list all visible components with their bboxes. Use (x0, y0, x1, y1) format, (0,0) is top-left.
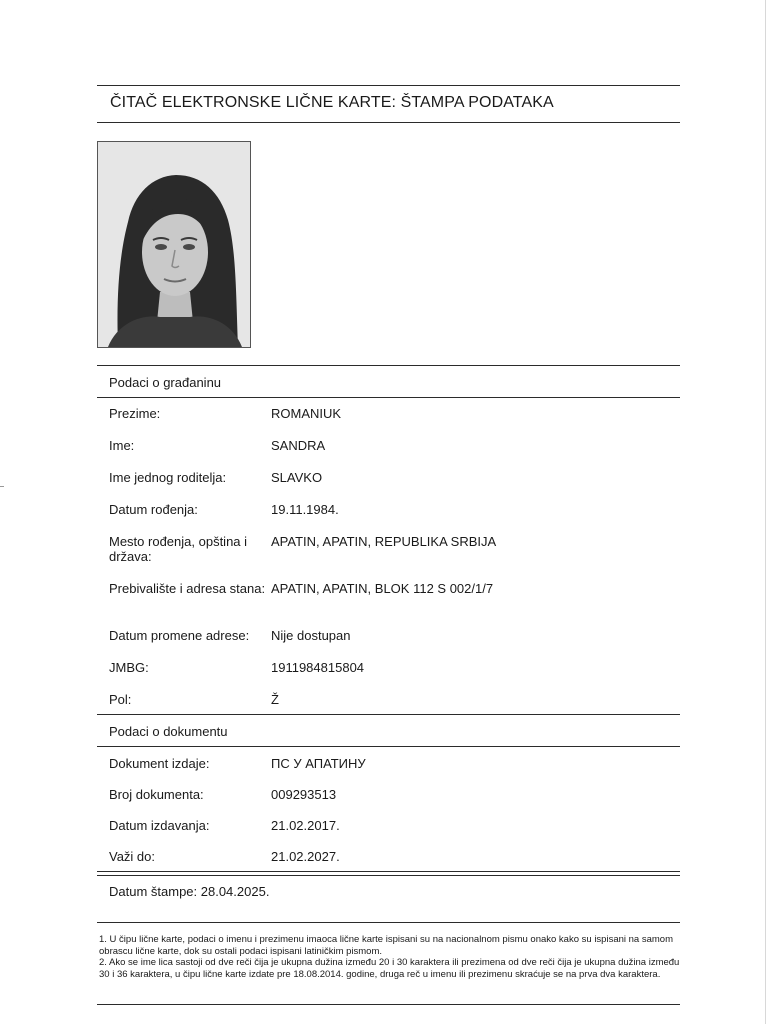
gender-label: Pol: (109, 692, 132, 707)
gender-value: Ž (271, 692, 279, 707)
surname-label: Prezime: (109, 406, 161, 421)
document-section-divider (97, 746, 680, 747)
citizen-section-top-rule (97, 365, 680, 366)
footnotes-bottom-rule (97, 1004, 680, 1005)
footnotes (99, 934, 684, 980)
citizen-section-divider (97, 397, 680, 398)
print-date: Datum štampe: 28.04.2025. (109, 884, 270, 899)
birth-place-value: APATIN, APATIN, REPUBLIKA SRBIJA (271, 534, 497, 549)
address-change-date-value: Nije dostupan (271, 628, 351, 643)
parent-name-label: Ime jednog roditelja: (109, 470, 227, 485)
residence-value: APATIN, APATIN, BLOK 112 S 002/1/7 (271, 581, 494, 596)
issuer-label: Dokument izdaje: (109, 756, 210, 771)
citizen-section-title: Podaci o građaninu (109, 375, 222, 390)
valid-until-value: 21.02.2027. (271, 849, 340, 864)
birth-date-value: 19.11.1984. (271, 502, 339, 517)
issue-date-label: Datum izdavanja: (109, 818, 210, 833)
residence-label: Prebivalište i adresa stana: (109, 581, 266, 596)
issuer-value: ПС У АПАТИНУ (271, 756, 366, 771)
footnote-1: 1. U čipu lične karte, podaci o imenu i prezimenu imaoca lične karte ispisani su na nacionalnom pismu onako kako su ispisani na samom obrascu lične karte, dok su ostali podaci ispisani latiničkim pismom. (99, 934, 673, 957)
valid-until-label: Važi do: (109, 849, 156, 864)
birth-date-label: Datum rođenja: (109, 502, 198, 517)
document-number-label: Broj dokumenta: (109, 787, 204, 802)
issue-date-value: 21.02.2017. (271, 818, 340, 833)
header-bottom-rule (97, 122, 680, 123)
document-section-top-rule (97, 714, 680, 715)
print-date-top-rule (97, 871, 680, 872)
jmbg-label: JMBG: (109, 660, 149, 675)
header-top-rule (97, 85, 680, 86)
first-name-label: Ime: (109, 438, 135, 453)
page-edge (765, 0, 766, 1024)
first-name-value: SANDRA (271, 438, 326, 453)
document-number-value: 009293513 (271, 787, 337, 802)
parent-name-value: SLAVKO (271, 470, 323, 485)
document-section-title: Podaci o dokumentu (109, 724, 228, 739)
address-change-date-label: Datum promene adrese: (109, 628, 250, 643)
jmbg-value: 1911984815804 (271, 660, 365, 675)
birth-place-label: Mesto rođenja, opština i država: (109, 534, 248, 564)
id-photo (97, 141, 251, 348)
print-date-top-rule-double (97, 875, 680, 876)
page-title: ČITAČ ELEKTRONSKE LIČNE KARTE: ŠTAMPA PODATAKA (110, 94, 554, 111)
margin-mark (0, 486, 4, 487)
footnote-2: 2. Ako se ime lica sastoji od dve reči čija je ukupna dužina između 20 i 30 karaktera ili prezimena od dve reči čija je ukupna dužina između 30 i 36 karaktera, u čipu lične karte izdate pre 18.08.2014. godine, druga reč u imenu ili prezimenu skraćuje se na prva dva karaktera. (99, 957, 680, 980)
surname-value: ROMANIUK (271, 406, 342, 421)
footnotes-top-rule (97, 922, 680, 923)
